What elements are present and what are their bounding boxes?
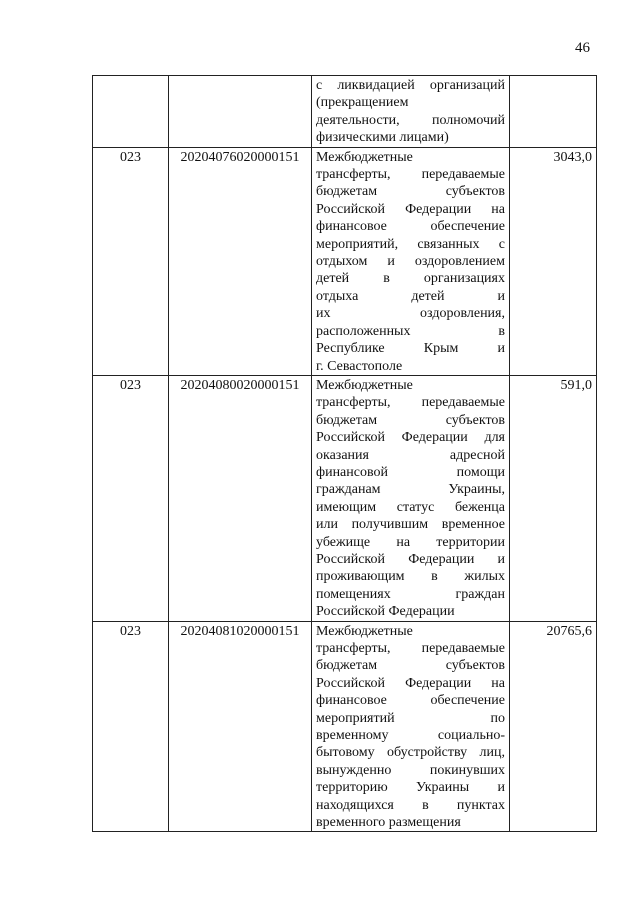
- description-line: Межбюджетные: [316, 623, 413, 639]
- description-line: финансовой помощи: [316, 464, 505, 480]
- admin-code-cell: [93, 76, 169, 148]
- description-line: Межбюджетные: [316, 149, 413, 165]
- description-line: мероприятий по: [316, 710, 505, 726]
- description-cell: [312, 621, 510, 832]
- description-line: финансовое обеспечение: [316, 693, 505, 709]
- description-line: имеющим статус беженца: [316, 499, 505, 515]
- description-line: отдыхом и оздоровлением: [316, 254, 505, 270]
- description-line: бюджетам субъектов: [316, 412, 505, 428]
- description-line: убежище на территории: [316, 534, 505, 550]
- description-line: с ликвидацией организаций: [316, 78, 505, 93]
- description-line: Российской Федерации на: [316, 675, 505, 691]
- description-line: их оздоровления,: [316, 306, 505, 322]
- description-line: оказания адресной: [316, 447, 505, 463]
- description-line: вынужденно покинувших: [316, 762, 505, 778]
- table-row: [93, 147, 597, 375]
- description-line: трансферты, передаваемые: [316, 641, 505, 656]
- table-row: [93, 76, 597, 148]
- description-line: Республике Крым и: [316, 341, 505, 357]
- description-line: физическими лицами): [316, 130, 449, 146]
- description-line: деятельности, полномочий: [316, 112, 505, 128]
- description-line: г. Севастополе: [316, 358, 403, 374]
- description-line: Российской Федерации на: [316, 201, 505, 217]
- description-line: бытовому обустройству лиц,: [316, 745, 505, 761]
- description-line: территорию Украины и: [316, 780, 505, 796]
- description-line: трансферты, передаваемые: [316, 395, 505, 411]
- description-line: Российской Федерации для: [316, 430, 505, 446]
- description-cell: [312, 375, 510, 621]
- budget-classification-code-cell: [169, 76, 312, 148]
- amount-cell: 3043,0: [510, 147, 597, 375]
- description-line: временного размещения: [316, 815, 461, 831]
- budget-table: [92, 75, 597, 832]
- description-cell: [312, 147, 510, 375]
- budget-classification-code-cell: 20204080020000151: [169, 375, 312, 621]
- amount-cell: [510, 76, 597, 148]
- description-line: помещениях граждан: [316, 586, 505, 602]
- description-line: Российской Федерации и: [316, 551, 505, 567]
- admin-code-cell: 023: [93, 147, 169, 375]
- description-line: расположенных в: [316, 323, 505, 339]
- description-line: бюджетам субъектов: [316, 658, 505, 674]
- description-line: Российской Федерации: [316, 604, 455, 620]
- description-line: проживающим в жилых: [316, 569, 505, 585]
- amount-cell: 591,0: [510, 375, 597, 621]
- budget-classification-code-cell: 20204076020000151: [169, 147, 312, 375]
- description-line: трансферты, передаваемые: [316, 167, 505, 183]
- description-cell: [312, 76, 510, 148]
- amount-cell: 20765,6: [510, 621, 597, 832]
- description-line: или получившим временное: [316, 517, 505, 533]
- description-line: бюджетам субъектов: [316, 184, 505, 200]
- budget-classification-code-cell: 20204081020000151: [169, 621, 312, 832]
- description-line: находящихся в пунктах: [316, 797, 505, 813]
- description-line: мероприятий, связанных с: [316, 236, 505, 252]
- page-number: 46: [575, 40, 590, 56]
- description-line: детей в организациях: [316, 271, 505, 287]
- admin-code-cell: 023: [93, 375, 169, 621]
- admin-code-cell: 023: [93, 621, 169, 832]
- description-line: гражданам Украины,: [316, 482, 505, 498]
- description-line: отдыха детей и: [316, 288, 505, 304]
- description-line: Межбюджетные: [316, 377, 413, 393]
- table-row: [93, 621, 597, 832]
- description-line: (прекращением: [316, 95, 409, 111]
- table-row: [93, 375, 597, 621]
- description-line: временному социально-: [316, 728, 505, 744]
- description-line: финансовое обеспечение: [316, 219, 505, 235]
